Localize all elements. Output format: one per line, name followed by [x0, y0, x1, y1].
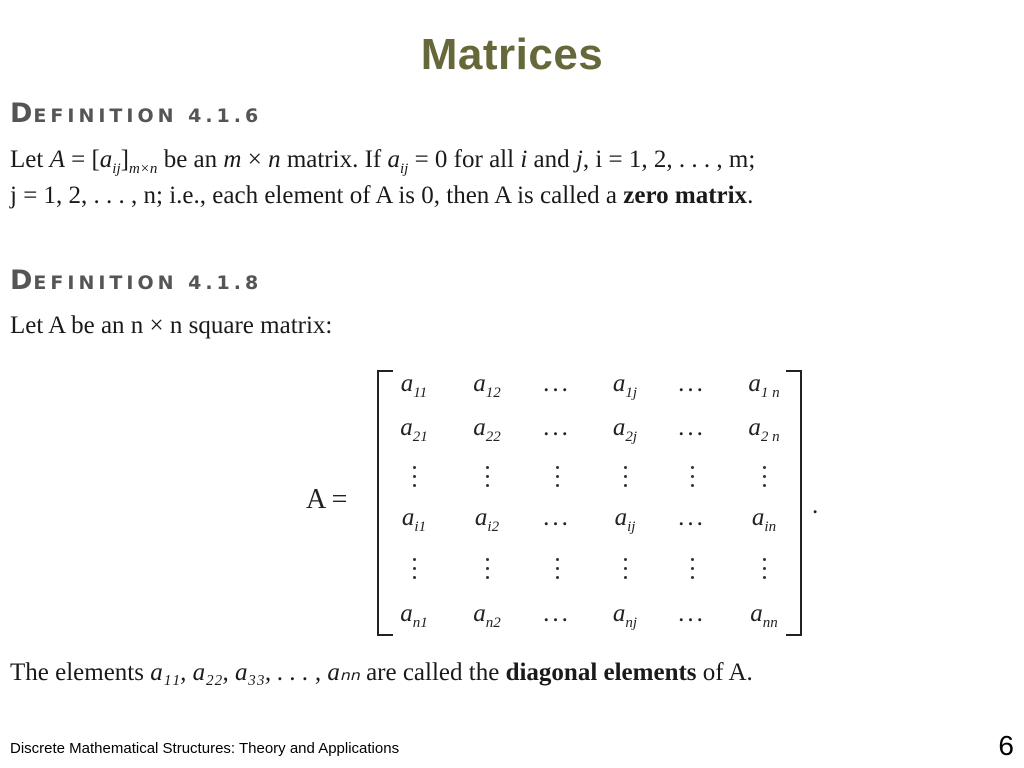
page-number: 6 — [998, 730, 1014, 761]
math-var: a — [387, 146, 400, 173]
matrix-vdots — [761, 558, 767, 582]
text-segment: and — [527, 146, 576, 173]
math-var: n — [268, 146, 281, 173]
matrix-entry: $a_{1 n}$ — [748, 370, 780, 401]
text-segment: , i = 1, 2, . . . , m; — [582, 146, 756, 173]
math-sub: ij — [112, 161, 121, 177]
matrix-entry: $a_{n1}$ — [400, 600, 428, 631]
matrix-vdots — [484, 558, 490, 582]
matrix-vdots — [411, 466, 417, 490]
footer-course-title: Discrete Mathematical Structures: Theory and Applications — [10, 740, 400, 757]
text-segment: = [ — [64, 146, 100, 173]
slide-title: Matrices — [420, 30, 604, 79]
math-var: j — [575, 146, 583, 173]
matrix-entry: $a_{i2}$ — [474, 504, 500, 535]
matrix-entry: $a_{1j}$ — [612, 370, 638, 401]
text-segment: = 0 for all — [408, 146, 521, 173]
matrix-entry: $a_{ij}$ — [614, 504, 636, 535]
matrix-period: . — [812, 492, 819, 519]
matrix-entry: $a_{nj}$ — [612, 600, 638, 631]
matrix-entry: $a_{11}$ — [400, 370, 428, 401]
matrix-vdots — [411, 558, 417, 582]
matrix-hdots: ... — [678, 600, 706, 627]
matrix-vdots — [554, 466, 560, 490]
text-segment: The elements — [10, 659, 151, 686]
math-var: i — [520, 146, 528, 173]
math-sub: ij — [399, 161, 409, 177]
matrix-right-bracket — [786, 370, 802, 636]
matrix-vdots — [689, 558, 695, 582]
matrix-label: A = — [306, 484, 348, 515]
text-segment: of A. — [696, 659, 753, 686]
heading-rest: EFINITION 4.1.8 — [33, 272, 263, 294]
math-sub: m×n — [128, 161, 158, 177]
matrix-left-bracket — [377, 370, 393, 636]
matrix-vdots — [484, 466, 490, 490]
matrix-hdots: ... — [543, 600, 571, 627]
matrix-vdots — [689, 466, 695, 490]
matrix-vdots — [622, 558, 628, 582]
text-segment: matrix. If — [280, 146, 388, 173]
text-segment: be an — [157, 146, 224, 173]
math-list: a₁₁, a₂₂, a₃₃, . . . , aₙₙ — [150, 659, 360, 686]
diagonal-elements-text — [10, 655, 1015, 691]
matrix-hdots: ... — [678, 504, 706, 531]
term-diagonal-elements: diagonal elements — [505, 659, 697, 686]
matrix-entry: $a_{n2}$ — [473, 600, 501, 631]
math-var: a — [99, 146, 113, 173]
matrix-entry: $a_{i1}$ — [401, 504, 427, 535]
matrix-hdots: ... — [543, 370, 571, 397]
matrix-hdots: ... — [678, 370, 706, 397]
definition-heading-418 — [10, 265, 262, 296]
heading-initial: D — [10, 265, 34, 296]
matrix-entry: $a_{in}$ — [751, 504, 777, 535]
text-segment: × — [241, 146, 269, 173]
heading-initial: D — [10, 98, 34, 129]
matrix-entry: $a_{12}$ — [473, 370, 501, 401]
matrix-entry: $a_{2 n}$ — [748, 414, 780, 445]
term-zero-matrix: zero matrix — [623, 182, 748, 209]
matrix-entry: $a_{nn}$ — [750, 600, 778, 631]
matrix-hdots: ... — [543, 504, 571, 531]
definition-heading-416 — [10, 98, 262, 129]
matrix-entry: $a_{22}$ — [473, 414, 501, 445]
definition-416-text — [10, 142, 1015, 214]
matrix-vdots — [622, 466, 628, 490]
text-segment: ] — [120, 146, 129, 173]
text-segment: are called the — [359, 659, 506, 686]
definition-418-intro: Let A be an n × n square matrix: — [10, 312, 333, 339]
text-segment: j = 1, 2, . . . , n; i.e., each element of A is 0, then A is called a — [10, 182, 624, 209]
math-var: m — [223, 146, 242, 173]
heading-rest: EFINITION 4.1.6 — [33, 105, 263, 127]
math-var: A — [49, 146, 65, 173]
matrix-hdots: ... — [678, 414, 706, 441]
matrix-vdots — [761, 466, 767, 490]
text-segment: Let — [10, 146, 50, 173]
matrix-vdots — [554, 558, 560, 582]
matrix-hdots: ... — [543, 414, 571, 441]
matrix-entry: $a_{21}$ — [400, 414, 428, 445]
text-segment: . — [747, 182, 754, 209]
matrix-entry: $a_{2j}$ — [612, 414, 638, 445]
